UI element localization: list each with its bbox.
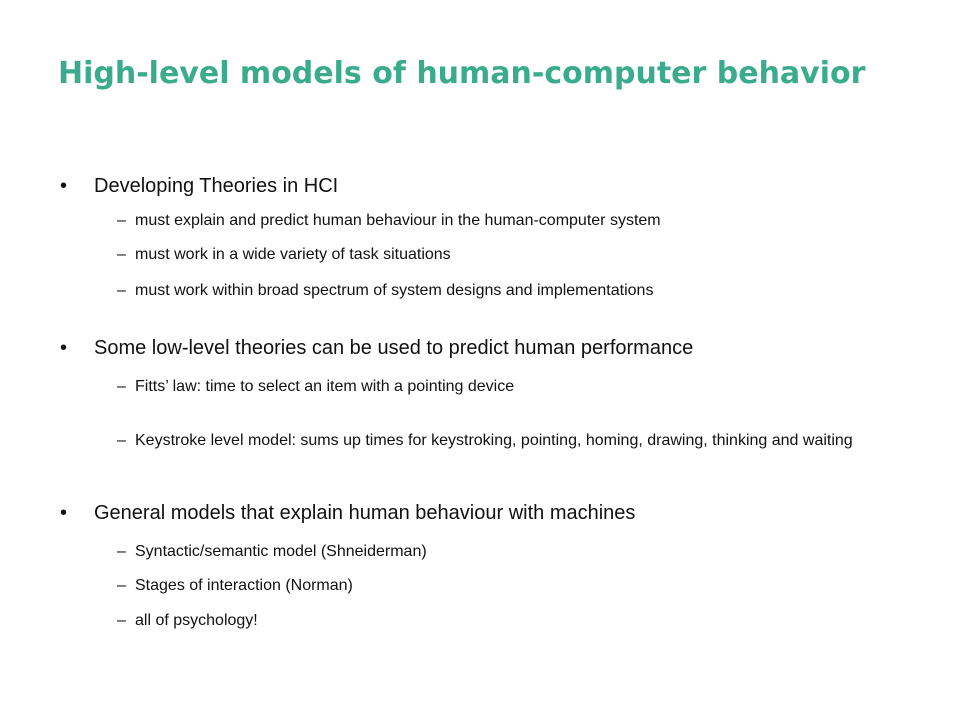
sub-text: all of psychology!	[135, 612, 258, 629]
sub-dash: –	[117, 378, 126, 395]
sub-text: Fitts’ law: time to select an item with a pointing device	[135, 378, 515, 395]
sub-text: Syntactic/semantic model (Shneiderman)	[135, 543, 427, 560]
sub-text: must explain and predict human behaviour in the human-computer system	[135, 212, 661, 229]
sub-dash: –	[117, 543, 126, 560]
sub-dash: –	[117, 246, 126, 263]
bullet-text: Some low-level theories can be used to predict human performance	[94, 337, 694, 359]
sub-text: must work within broad spectrum of system designs and implementations	[135, 282, 654, 299]
sub-dash: –	[117, 212, 126, 229]
sub-dash: –	[117, 432, 126, 449]
bullet-dot: •	[60, 175, 68, 197]
sub-text: Keystroke level model: sums up times for keystroking, pointing, homing, drawing, thinking and waiting	[135, 432, 853, 449]
sub-dash: –	[117, 282, 126, 299]
bullet-text: General models that explain human behaviour with machines	[94, 502, 636, 524]
bullet-dot: •	[60, 337, 68, 359]
sub-dash: –	[117, 577, 126, 594]
sub-text: Stages of interaction (Norman)	[135, 577, 353, 594]
bullet-text: Developing Theories in HCI	[94, 175, 339, 197]
sub-text: must work in a wide variety of task situations	[135, 246, 451, 263]
slide-title: High-level models of human-computer behavior	[58, 56, 866, 91]
sub-dash: –	[117, 612, 126, 629]
bullet-dot: •	[60, 502, 68, 524]
